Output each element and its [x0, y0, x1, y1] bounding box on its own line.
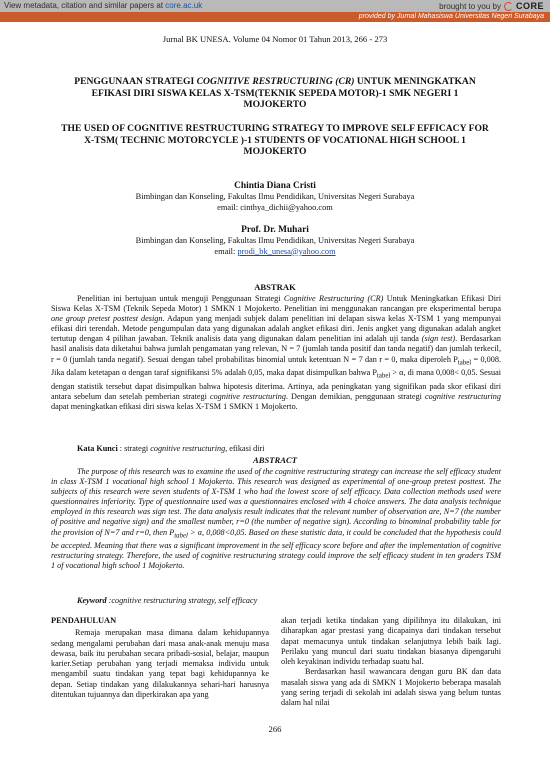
abstrak-text: . Dengan demikian, penggunaan strategi — [285, 392, 425, 402]
metadata-banner-text — [4, 1, 202, 10]
provider-text[interactable]: provided by Jurnal Mahasiswa Universitas Negeri Surabaya — [358, 13, 544, 20]
provider-banner — [0, 12, 550, 22]
metadata-text: View metadata, citation and similar papers at — [4, 1, 166, 10]
title-id-part: PENGGUNAAN STRATEGI — [74, 76, 197, 87]
abstract-text: The purpose of this research was to examine the used of the cognitive restructuring strategy can increase the self efficacy student in class X-TSM 1 vocational high school 1 Mojokerto. This research was designed as experimental of one-group pretest posttest. The subjects of this research were seven students of X-TSM 1 who had the lowest score of self efficacy. Data collection methods used were questionnaires inferiority. Type of questionnaire used was a questionnaires enclosed with 4 choice answers. The data analysis technique employed in this research was sign test. The data analysis result indicates that the relevant number of observation are, N=7 (the number of positive and negative sign) and the smallest number, r=0 (the number of negative sign). According to binominal probability table for the provision of N=7 and r=0, then P — [51, 467, 501, 537]
kata-kunci-text: , efikasi diri — [225, 444, 265, 453]
page-number: 266 — [268, 724, 282, 734]
abstrak-paragraph — [51, 294, 501, 412]
title-id-italic: COGNITIVE RESTRUCTURING (CR) — [196, 76, 355, 87]
brought-by[interactable] — [439, 1, 544, 11]
abstrak-text: . Adapun yang menjadi subjek dalam penelitian ini delapan siswa kelas X-TSM 1 yang mempunyai efikasi diri terendah. Metode pengumpulan data yang digunakan adalah angket efikasi diri. Jenis angket yang digunakan adalah angket tertutup dengan 4 pilihan jawaban. Teknik analisis data yang digunakan dalam penelitian ini adalah uji tanda — [51, 314, 502, 344]
abstrak-text: Penelitian ini bertujuan untuk menguji Penggunaan Strategi — [77, 294, 284, 303]
abstrak-italic: cognitive restructuring — [425, 392, 501, 402]
abstract-text: > α, 0,008<0,05. Based on these statistic data, it could be concluded that the hypothesis could be accepted. Meaning that there was a significant improvement in the self efficacy score before and after the implementation of cognitive restructuring strategy. Therefore, the used of cognitive restructuring strategy could improve the self efficacy student in ten graders TSM 1 of vocational high school 1 Mojokerto. — [51, 527, 501, 571]
keywords — [77, 596, 257, 605]
body-column-left — [51, 616, 269, 700]
abstrak-italic: one group pretest posttest design — [51, 314, 163, 324]
journal-header: Jurnal BK UNESA. Volume 04 Nomor 01 Tahun 2013, 266 - 273 — [162, 34, 388, 44]
kata-kunci-label: Kata Kunci — [77, 444, 118, 453]
section-heading: PENDAHULUAN — [51, 616, 117, 625]
abstrak-italic: cognitive restructuring — [209, 392, 286, 402]
brought-by-text: brought to you by — [439, 1, 501, 11]
author-email: email: cinthya_dichii@yahoo.com — [217, 202, 333, 212]
title-id-part: UNTUK MENINGKATKAN EFIKASI DIRI SISWA KELAS X-TSM(TEKNIK SEPEDA MOTOR)-1 SMK NEGERI 1 MOJOKERTO — [91, 76, 476, 110]
body-paragraph: akan terjadi ketika tindakan yang dipilihnya itu dilakukan, ini diharapkan agar prestasi yang dicapainya dari tindakan tersebut dapat memacunya untuk tindakan selanjutnya lebih baik lagi. Perilaku yang muncul dari suatu tindakan biasanya dipengaruhi oleh keyakinan individu terhadap suatu hal. — [281, 616, 501, 667]
author-email — [0, 247, 550, 258]
title-english: THE USED OF COGNITIVE RESTRUCTURING STRATEGY TO IMPROVE SELF EFFICACY FOR X-TSM( TECHNIC MOTORCYCLE )-1 STUDENTS OF VOCATIONAL HIGH SCHOOL 1 MOJOKERTO — [61, 123, 489, 157]
body-column-right — [281, 616, 501, 709]
abstrak-text: > α, di mana 0,008< 0,05. Sesuai dengan statistik tersebut dapat disimpulkan bahwa hipotesis diterima. Artinya, ada peningkatan yang signifikan pada skor efikasi diri antara sebelum dan setelah pemberian strategi — [51, 368, 501, 402]
author-name: Chintia Diana Cristi — [234, 181, 316, 191]
author-affiliation: Bimbingan dan Konseling, Fakultas Ilmu Pendidikan, Universitas Negeri Surabaya — [135, 192, 415, 201]
metadata-banner — [0, 0, 550, 12]
kata-kunci-italic: cognitive restructuring — [150, 444, 226, 453]
abstrak-text: = 0,008. Jika dalam ketetapan α dengan taraf signifikansi 5% adalah 0,05, maka dapat disimpulkan bahwa P — [51, 354, 501, 378]
core-brand: CORE — [515, 1, 544, 11]
abstrak-text: dapat meningkatkan efikasi diri siswa kelas X-TSM 1 SMKN 1 Mojokerto. — [51, 402, 298, 412]
abstrak-text: . Berdasarkan hasil analisis data diketahui bahwa jumlah pengamatan yang relevan, N = 7 (jumlah tanda positif dan tanda negatif) dan jumlah terkecil, r = 0 (jumlah tanda negatif). Sesuai dengan tabel probabilitas binomial untuk ketentuan N = 7 dan r = 0, maka diperoleh P — [51, 334, 501, 364]
core-logo-icon — [504, 2, 513, 11]
kata-kunci-text: : strategi — [117, 444, 151, 453]
abstrak-text: Untuk Meningkatkan Efikasi Diri Siswa Kelas X-TSM (Teknik Sepeda Motor) 1 SMKN 1 Mojokerto. Penelitian ini menggunakan rancangan pre eksperimental berupa — [51, 294, 501, 314]
abstrak-subscript: tabel — [376, 372, 391, 380]
kata-kunci — [77, 444, 265, 453]
email-prefix: email: — [214, 246, 238, 256]
keyword-text: :cognitive restructuring strategy, self efficacy — [106, 596, 258, 605]
abstract-heading: ABSTRACT — [253, 455, 297, 465]
author-block-2 — [0, 224, 550, 257]
title-indonesian — [60, 76, 490, 111]
abstrak-subscript: tabel — [457, 359, 472, 367]
author-affiliation: Bimbingan dan Konseling, Fakultas Ilmu Pendidikan, Universitas Negeri Surabaya — [135, 236, 415, 245]
abstract-subscript: tabel — [174, 532, 188, 540]
abstract-paragraph — [51, 467, 501, 572]
author-name: Prof. Dr. Muhari — [241, 225, 309, 235]
core-link[interactable]: core.ac.uk — [165, 1, 203, 10]
author-block-1 — [0, 180, 550, 213]
keyword-label: Keyword — [77, 596, 107, 605]
email-link[interactable]: prodi_bk_unesa@yahoo.com — [237, 246, 336, 256]
body-paragraph: Remaja merupakan masa dimana dalam kehidupannya sedang mengalami perubahan dari masa anak-anak menuju masa dewasa, baik itu perubahan secara pribadi-sosial, belajar, maupun karier.Setiap perubahan yang terjadi memaksa individu untuk mengambil suatu tindakan yang tepat bagi kehidupannya ke depan. Setiap tindakan yang dilakukannya sehari-hari harusnya ditentukan tujuannya dan diperkirakan apa yang — [51, 628, 269, 700]
body-paragraph: Berdasarkan hasil wawancara dengan guru BK dan data masalah siswa yang ada di SMKN 1 Mojokerto beberapa masalah yang sering terjadi di sekolah ini adalah siswa yang belum tuntas dalam hal nilai — [281, 667, 501, 708]
abstrak-italic: (sign test) — [421, 334, 456, 344]
abstrak-italic: Cognitive Restructuring (CR) — [283, 294, 384, 303]
abstrak-heading: ABSTRAK — [254, 282, 296, 292]
